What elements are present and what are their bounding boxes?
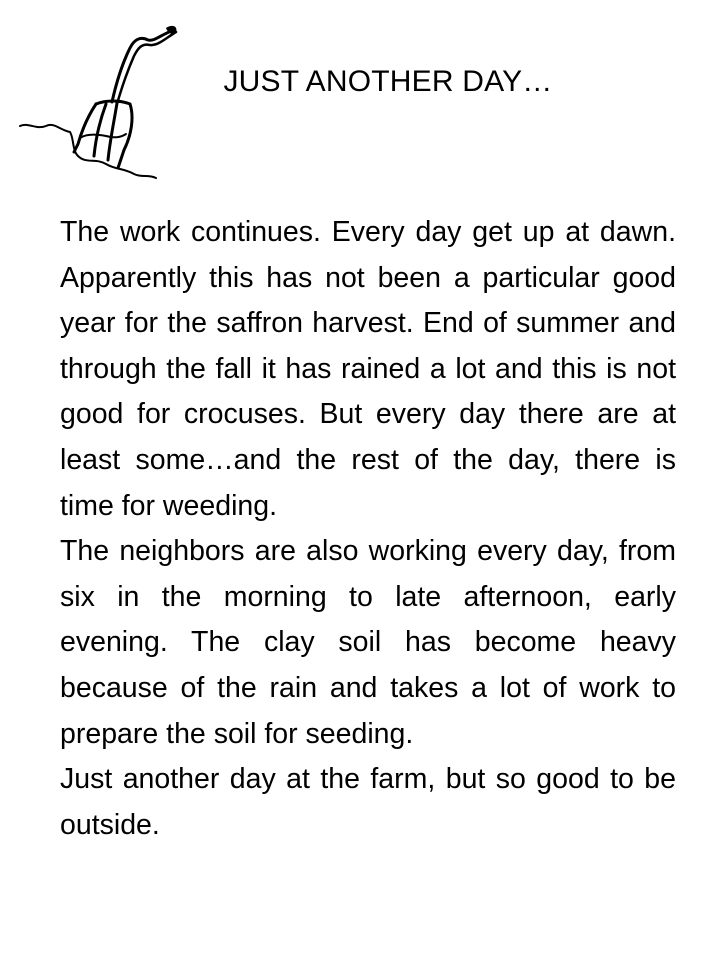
paragraph: The neighbors are also working every day, from six in the morning to late afternoon, early evening. The clay soil has become heavy because of the rain and takes a lot of work to prepare the soil for seeding. [60, 535, 676, 750]
body-text [60, 210, 676, 848]
document-title: JUST ANOTHER DAY… [223, 65, 553, 98]
paragraph: Just another day at the farm, but so good to be outside. [60, 763, 676, 841]
paragraph: The work continues. Every day get up at dawn. Apparently this has not been a particular good year for the saffron harvest. End of summer and through the fall it has rained a lot and this is not good for crocuses. But every day there are at least some…and the rest of the day, there is time for weeding. [60, 216, 676, 522]
pitchfork-icon [16, 18, 186, 188]
